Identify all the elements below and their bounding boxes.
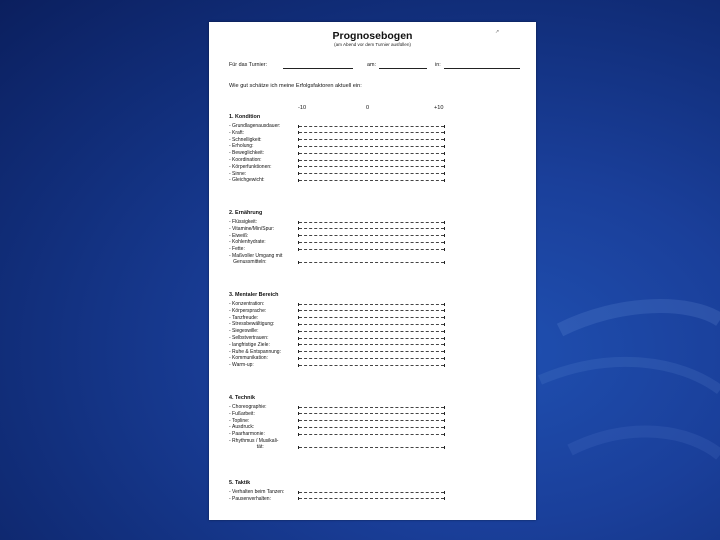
section-heading: 1. Kondition: [229, 114, 261, 120]
rating-scale-line[interactable]: [298, 497, 445, 500]
rating-scale-line[interactable]: [298, 364, 445, 367]
factor-label: - Fette:: [229, 246, 245, 253]
scale-min: -10: [298, 105, 307, 111]
rating-scale-line[interactable]: [298, 330, 445, 333]
rating-scale-line[interactable]: [298, 323, 445, 326]
rating-scale-line[interactable]: [298, 131, 445, 134]
factor-label: - Siegeswille:: [229, 328, 259, 335]
factor-label: - Körperfunktionen:: [229, 163, 272, 170]
place-label: in:: [435, 62, 441, 68]
section-heading: 5. Taktik: [229, 480, 251, 486]
factor-label: - Ausdruck:: [229, 424, 255, 431]
rating-scale-line[interactable]: [298, 433, 445, 436]
factor-label: - Rhythmus / Musikali- tät:: [229, 438, 279, 450]
factor-label: - Gleichgewicht:: [229, 177, 265, 184]
rating-scale-line[interactable]: [298, 179, 445, 182]
rating-scale-line[interactable]: [298, 426, 445, 429]
rating-scale-line[interactable]: [298, 357, 445, 360]
factor-label: - Sinne:: [229, 170, 247, 177]
factor-label: - Körpersprache:: [229, 307, 267, 314]
factor-label: - Maßvoller Umgang mit Genussmitteln:: [229, 253, 283, 265]
factor-label: - Kraft:: [229, 129, 245, 136]
rating-scale-line[interactable]: [298, 337, 445, 340]
section-heading: 4. Technik: [229, 395, 255, 401]
factor-label: - Paarharmonie:: [229, 431, 265, 438]
rating-scale-line[interactable]: [298, 446, 445, 449]
factor-label: - Verhalten beim Tanzen:: [229, 489, 285, 495]
factor-label: - Fußarbeit:: [229, 410, 255, 417]
factor-label: - Koordination:: [229, 157, 262, 163]
rating-scale-line[interactable]: [298, 350, 445, 353]
factor-label: - langfristige Ziele:: [229, 341, 270, 348]
factor-label: - Schnelligkeit:: [229, 136, 262, 143]
rating-scale-line[interactable]: [298, 138, 445, 141]
factor-label: - Grundlagenausdauer:: [229, 123, 281, 129]
rating-scale-line[interactable]: [298, 309, 445, 312]
rating-scale-line[interactable]: [298, 343, 445, 346]
rating-scale-line[interactable]: [298, 145, 445, 148]
rating-scale-line[interactable]: [298, 227, 445, 230]
section-heading: 2. Ernährung: [229, 210, 263, 216]
rating-scale-line[interactable]: [298, 159, 445, 162]
factor-label: - Pausenverhalten:: [229, 495, 271, 502]
turnier-field[interactable]: [283, 68, 353, 69]
rating-scale-line[interactable]: [298, 261, 445, 264]
factor-label: - Selbstvertrauen:: [229, 335, 269, 341]
date-label: am:: [367, 62, 376, 68]
factor-label: - Choreographie:: [229, 404, 267, 410]
scale-mid: 0: [366, 105, 370, 111]
rating-scale-line[interactable]: [298, 491, 445, 494]
rating-scale-line[interactable]: [298, 221, 445, 224]
turnier-label: Für das Turnier:: [229, 62, 268, 68]
rating-scale-line[interactable]: [298, 316, 445, 319]
rating-scale-line[interactable]: [298, 241, 445, 244]
factor-label: - Tanzfreude:: [229, 314, 259, 321]
factor-label: - Warm-up:: [229, 362, 254, 369]
factor-label: - Topline:: [229, 417, 250, 424]
question-text: Wie gut schätze ich meine Erfolgsfaktoren aktuell ein:: [229, 83, 362, 89]
rating-scale-line[interactable]: [298, 165, 445, 168]
form-subtitle: (am Abend vor dem Turnier ausfüllen): [334, 42, 411, 47]
factor-label: - Kohlenhydrate:: [229, 239, 266, 246]
place-field[interactable]: [444, 68, 520, 69]
rating-scale-line[interactable]: [298, 406, 445, 409]
corner-mark: ↗: [495, 29, 500, 35]
form-sheet: [209, 22, 536, 520]
scale-max: +10: [434, 105, 444, 111]
section-heading: 3. Mentaler Bereich: [229, 292, 279, 298]
factor-label: - Flüssigkeit:: [229, 219, 258, 225]
rating-scale-line[interactable]: [298, 152, 445, 155]
factor-label: - Vitamine/Min/Spur:: [229, 225, 275, 232]
rating-scale-line[interactable]: [298, 172, 445, 175]
rating-scale-line[interactable]: [298, 303, 445, 306]
factor-label: - Beweglichkeit:: [229, 150, 265, 157]
factor-label: - Stressbewältigung:: [229, 321, 275, 328]
rating-scale-line[interactable]: [298, 248, 445, 251]
factor-label: - Ruhe & Entspannung:: [229, 348, 281, 355]
factor-label: - Eiweiß:: [229, 232, 249, 239]
date-field[interactable]: [379, 68, 427, 69]
rating-scale-line[interactable]: [298, 125, 445, 128]
factor-label: - Erholung:: [229, 143, 254, 150]
rating-scale-line[interactable]: [298, 412, 445, 415]
rating-scale-line[interactable]: [298, 234, 445, 237]
form-title: Prognosebogen: [332, 30, 413, 42]
factor-label: - Konzentration:: [229, 301, 265, 307]
factor-label: - Kommunikation:: [229, 355, 268, 362]
rating-scale-line[interactable]: [298, 419, 445, 422]
